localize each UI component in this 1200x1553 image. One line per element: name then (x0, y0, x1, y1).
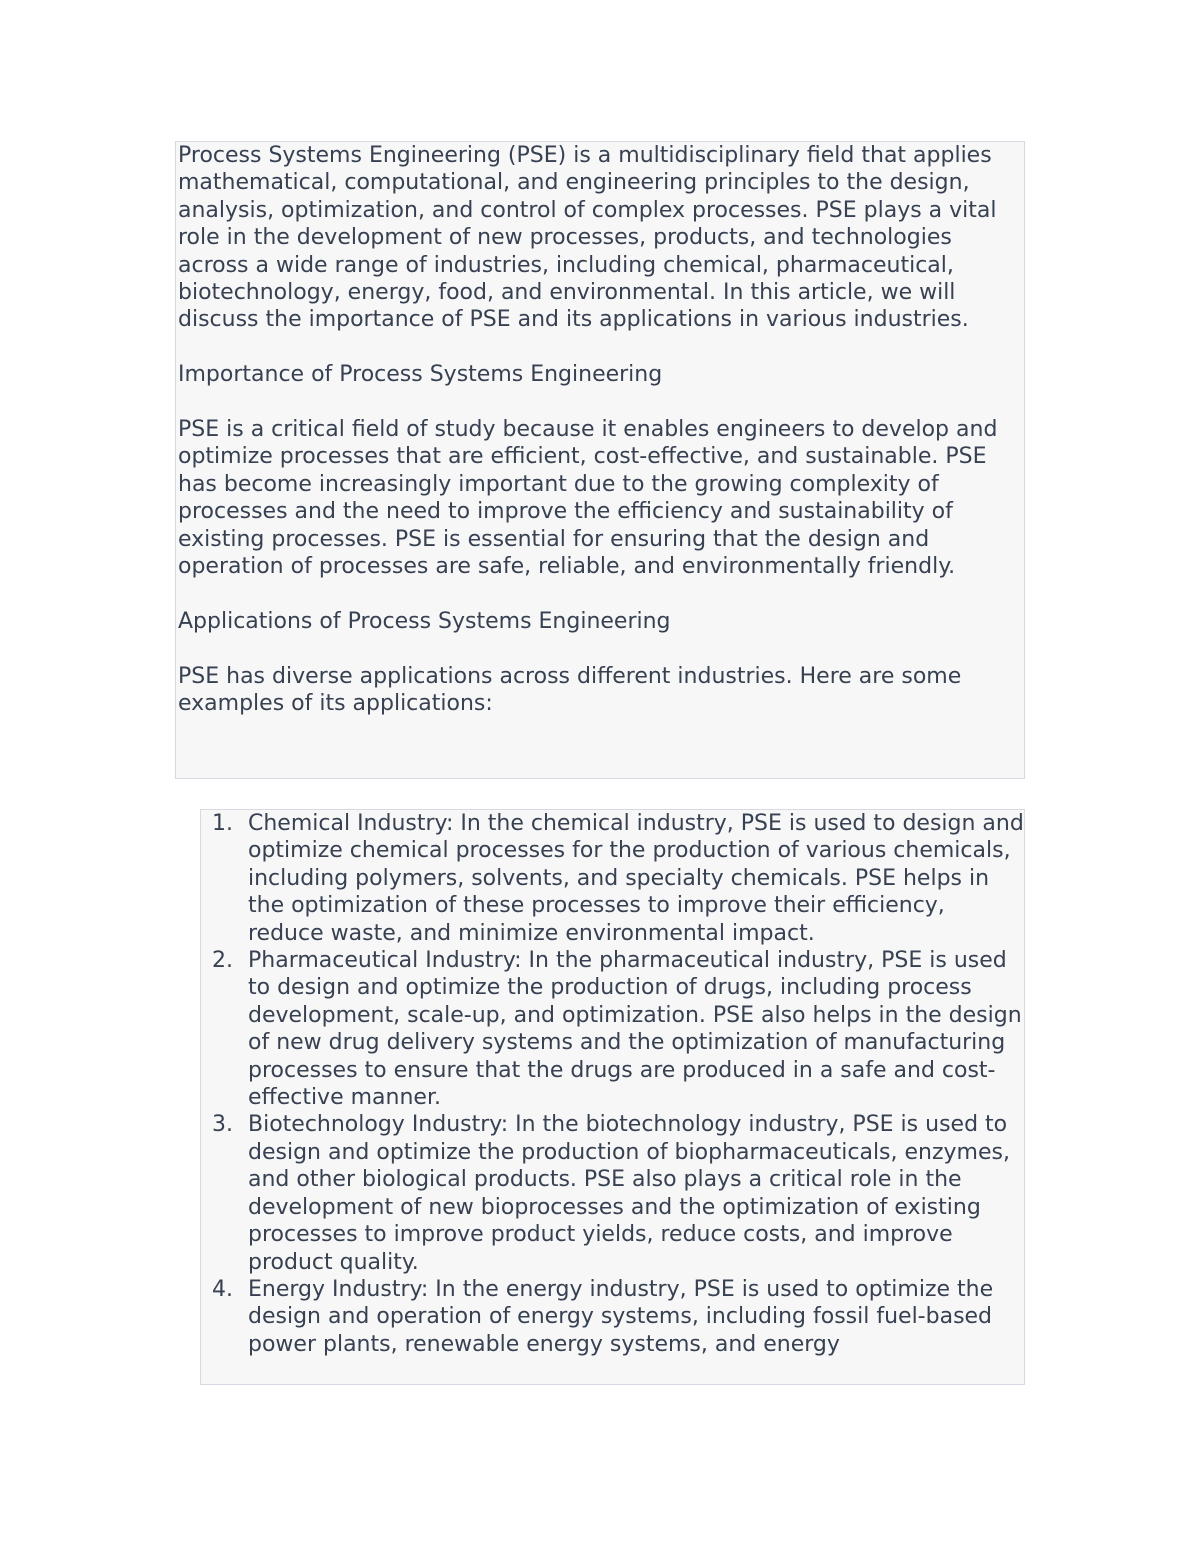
list-item-number: 4. (212, 1276, 233, 1302)
list-item (201, 947, 1024, 1111)
list-item (201, 1111, 1024, 1275)
list-item-number: 2. (212, 948, 233, 974)
list-item-number: 3. (212, 1112, 233, 1138)
list-item-text: Chemical Industry: In the chemical industry, PSE is used to design and optimize chemical processes for the production of various chemicals, including polymers, solvents, and specialty chemicals. PSE helps in the optimization of these processes to improve their efficiency, reduce waste, and minimize environmental impact. (248, 811, 1024, 946)
importance-paragraph: PSE is a critical field of study because it enables engineers to develop and optimize processes that are efficient, cost-effective, and sustainable. PSE has become increasingly important due to the growing complexity of processes and the need to improve the efficiency and sustainability of existing processes. PSE is essential for ensuring that the design and operation of processes are safe, reliable, and environmentally friendly. (178, 417, 998, 580)
applications-intro-paragraph: PSE has diverse applications across different industries. Here are some examples of its applications: (178, 663, 962, 717)
list-item-text: Energy Industry: In the energy industry, PSE is used to optimize the design and operation of energy systems, including fossil fuel-based power plants, renewable energy systems, and energy (248, 1276, 994, 1357)
intro-paragraph: Process Systems Engineering (PSE) is a multidisciplinary field that applies mathematical, computational, and engineering principles to the design, analysis, optimization, and control of complex processes. PSE plays a vital role in the development of new processes, products, and technologies across a wide range of industries, including chemical, pharmaceutical, biotechnology, energy, food, and environmental. In this article, we will discuss the importance of PSE and its applications in various industries. (178, 143, 997, 333)
list-item-text: Pharmaceutical Industry: In the pharmaceutical industry, PSE is used to design and optimize the production of drugs, including process development, scale-up, and optimization. PSE also helps in the design of new drug delivery systems and the optimization of manufacturing processes to ensure that the drugs are produced in a safe and cost-effective manner. (248, 948, 1022, 1111)
applications-list (201, 810, 1024, 1358)
list-item-text: Biotechnology Industry: In the biotechnology industry, PSE is used to design and optimize the production of biopharmaceuticals, enzymes, and other biological products. PSE also plays a critical role in the development of new bioprocesses and the optimization of existing processes to improve product yields, reduce costs, and improve product quality. (248, 1112, 1010, 1275)
list-item (201, 810, 1024, 947)
list-item (201, 1276, 1024, 1358)
applications-heading: Applications of Process Systems Engineering (178, 608, 671, 634)
applications-list-block (200, 809, 1025, 1385)
intro-text-block (175, 141, 1025, 779)
list-item-number: 1. (212, 811, 233, 836)
importance-heading: Importance of Process Systems Engineering (178, 362, 663, 388)
